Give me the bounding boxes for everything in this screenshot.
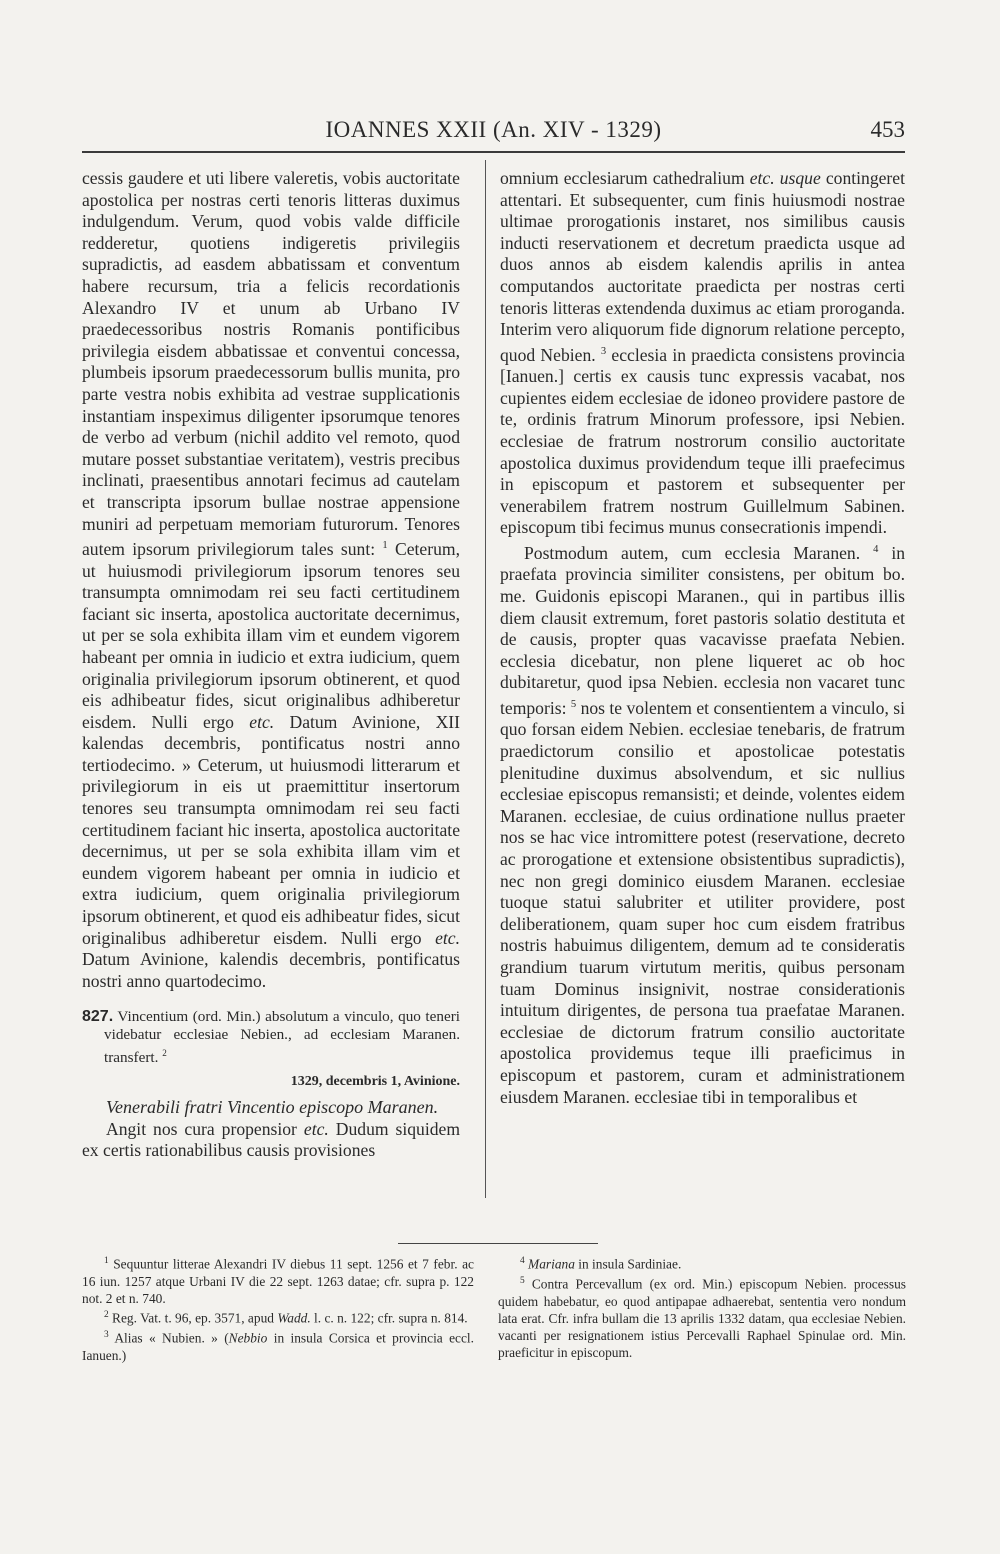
footnote-text: l. c. n. 122; cfr. supra n. 814. [314, 1310, 468, 1326]
left-column [82, 168, 460, 1162]
etc-text: etc. [249, 711, 275, 732]
footnote [82, 1253, 474, 1307]
page-number: 453 [870, 117, 905, 142]
text-run: omnium ecclesiarum cathedralium [500, 168, 745, 188]
running-head-title: IOANNES XXII (An. XIV - 1329) [325, 117, 662, 142]
footnotes-left [82, 1253, 474, 1364]
text-run: Ceterum, ut huiusmodi privilegiorum ipsorum tenores seu transumpta omnimodam rei seu facti certitudinem faciant sic inserta, apostolica auctoritate decernimus, ut per se sola exhibita illam vim et eundem vigorem habeant per omnia in iudicio et extra iudicium, quem originalia privilegiorum ipsorum obtinerent, et quod eis adhibeatur fides, sicut originalibus adhiberetur eisdem. Nulli ergo [82, 538, 460, 732]
footnote-mark: 3 [600, 345, 607, 357]
footnote [498, 1253, 906, 1273]
footnote-mark: 4 [873, 543, 879, 555]
footnote-mark: 5 [570, 698, 577, 710]
footnote-text: Alias « Nubien. » ( [114, 1330, 229, 1346]
footnote-italic: Mariana [528, 1256, 575, 1272]
header-rule [82, 151, 905, 153]
text-run: ecclesia in praedicta consistens provincia [Ianuen.] certis ex causis tunc expressis vacabat, nos cupientes eidem ecclesiae de idoneo providere pastore de te, ordinis fratrum Minorum professore, ipsi Nebien. ecclesiae de fratrum nostrorum consilio auctoritate apostolica duximus providendum teque illi praefecimus in episcopum et pastorem et subsequenter per venerabilem fratrem nostrum Guillelmum Sabinen. episcopum tibi fecimus munus consecrationis impendi. [500, 344, 905, 538]
footnote-rule [398, 1243, 598, 1244]
etc-text: etc. [303, 1118, 329, 1139]
footnote-mark: 1 [382, 540, 388, 552]
document-heading [82, 1008, 460, 1067]
footnote-mark: 2 [162, 1048, 167, 1059]
text-run: Datum Avinione, kalendis decembris, pontificatus nostri anno quartodecimo. [82, 949, 460, 991]
footnote [82, 1307, 474, 1327]
footnote-number: 5 [520, 1275, 525, 1286]
footnote-text: in insula Sardiniae. [578, 1256, 682, 1272]
etc-text: etc. usque [749, 168, 821, 188]
text-run: Dudum siquidem ex certis rationabilibus causis provisiones [82, 1118, 461, 1161]
footnote-text: Contra Percevallum (ex ord. Min.) episcopum Nebien. processus quidem habebatur, eo quod antipapae adhaerebat, sententia vero nondum lata erat. Cfr. infra bullam die 13 aprilis 1332 datam, qua ecclesiae Nebien. vacanti per resignationem istius Percevalli Raphael Spinulae ord. Min. praeficitur in episcopum. [498, 1276, 906, 1361]
footnote-number: 2 [104, 1310, 109, 1321]
footnote-number: 3 [104, 1330, 109, 1341]
footnotes-right [498, 1253, 906, 1362]
text-run: nos te volentem et consentientem a vinculo, si quo forsan eidem Nebien. ecclesiae tenebaris, de fratrum praedictorum consilio et apostolicae potestatis plenitudine duximus absolvendum, et sic nullius ecclesiae episcopus remansisti; et deinde, volentes eidem Maranen. ecclesiae, de cuius ordinatione nullus praeter nos se hac vice intromittere potest (reservatione, decreto ac prorogatione et extensione obsistentibus supradictis), nec non gregi dominico eiusdem Maranen. ecclesiae tuoque statui salubriter et utiliter providere, post deliberationem, quam super hoc cum eisdem fratribus nostris habuimus diligentem, demum ad te consideratis grandium tuarum virtutum meritis, quibus personam tuam Dominus insignivit, nostrae considerationis intuitum dirigentes, de persona tua praefatae Maranen. ecclesiae de dictorum fratrum consilio auctoritate apostolica providemus teque illi praeficimus in episcopum et pastorem, curam et administrationem eiusdem Maranen. ecclesiae tibi in temporalibus et [500, 697, 905, 1107]
document-summary: Vincentium (ord. Min.) absolutum a vinculo, quo teneri videbatur ecclesiae Nebien., ad ecclesiam Maranen. transfert. [104, 1008, 460, 1067]
footnote-text: Reg. Vat. t. 96, ep. 3571, apud [112, 1310, 274, 1326]
text-run: Datum Avinione, XII kalendas decembris, pontificatus nostri anno tertiodecimo. » Ceterum, ut huiusmodi litterarum et privilegiorum in eis ut praemittitur insertorum tenores seu transumpta omnimodam rei seu facti certitudinem faciant hic inserta, apostolica auctoritate decernimus, ut per se sola exhibita illam vim et eundem vigorem habeant per omnia in iudicio et extra iudicium, quem originalia privilegiorum ipsorum obtinerent, et quod eis adhibeatur fides, sicut originalibus adhiberetur eisdem. Nulli ergo [82, 711, 460, 948]
left-paragraph [82, 168, 460, 992]
document-address: Venerabili fratri Vincentio episcopo Maranen. [106, 1097, 439, 1118]
document-date: 1329, decembris 1, Avinione. [290, 1074, 460, 1090]
footnote-number: 1 [104, 1256, 109, 1266]
right-paragraph [500, 539, 905, 1108]
text-run: Postmodum autem, cum ecclesia Maranen. [524, 542, 861, 563]
running-head [82, 113, 905, 147]
document-number: 827. [82, 1008, 114, 1026]
text-run: in praefata provincia similiter consistens, per obitum bo. me. Guidonis episcopi Maranen., qui in partibus illis diem clausit extremum, foret pastoris solatio destituta et de causis, propter quas vacavisse praefata Nebien. ecclesia dicebatur, non plene liqueret ac ob hoc dubitaretur, quod ipsa Nebien. ecclesia non vacaret tunc temporis: [500, 542, 905, 718]
etc-text: etc. [435, 927, 460, 948]
footnote-italic: Wadd. [277, 1310, 311, 1326]
column-divider [485, 160, 486, 1198]
text-run: Angit nos cura propensior [106, 1118, 297, 1139]
incipit-paragraph [82, 1119, 460, 1162]
footnote-number: 4 [520, 1256, 525, 1266]
footnote-text: Sequuntur litterae Alexandri IV diebus 11 sept. 1256 et 7 febr. ac 16 iun. 1257 atque Urbani IV die 22 sept. 1263 datae; cfr. supra p. 122 not. 2 et n. 740. [82, 1256, 474, 1307]
footnote [82, 1327, 474, 1364]
right-paragraph [500, 168, 905, 539]
text-run: cessis gaudere et uti libere valeretis, vobis auctoritate apostolica per nostras certi tenoris litteras duximus indulgendum. Verum, quod vobis valde difficile redderetur, quotiens indigeretis privilegiis supradictis, ad easdem abbatissam et conventum habere recursum, tria a felicis recordationis Alexandro IV et unum ab Urbano IV praedecessoribus nostris Romanis pontificibus privilegia eisdem abbatissae et conventui concessa, plumbeis ipsorum praedecessorum bullis munita, pro parte vestra nobis exhibita ad vestrae supplicationis instantiam inspeximus diligenter ipsorumque tenores de verbo ad verbum (nichil addito vel remoto, quod mutare posset substantiae veritatem), vestris precibus inclinati, praesentibus annotari fecimus ad cautelam et transcripta ipsorum bullae nostrae appensione muniri ad perpetuam memoriam futurorum. Tenores autem ipsorum privilegiorum tales sunt: [82, 168, 460, 559]
right-column [500, 168, 905, 1108]
footnote [498, 1273, 906, 1362]
text-run: contingeret attentari. Et subsequenter, cum finis huiusmodi nostrae ultimae prorogationis instaret, nos similibus causis inducti reservationem et decretum praedicta usque ad duos annos ab eisdem kalendis aprilis in antea computandos auctoritate praedicta per nostras certi tenoris litteras extendenda duximus ac etiam proroganda. Interim vero aliquorum fide dignorum relatione percepto, quod Nebien. [500, 168, 905, 365]
footnote-italic: Nebbio [228, 1330, 268, 1346]
footnote-text: in insula Corsica et provincia eccl. Ianuen.) [82, 1330, 474, 1363]
